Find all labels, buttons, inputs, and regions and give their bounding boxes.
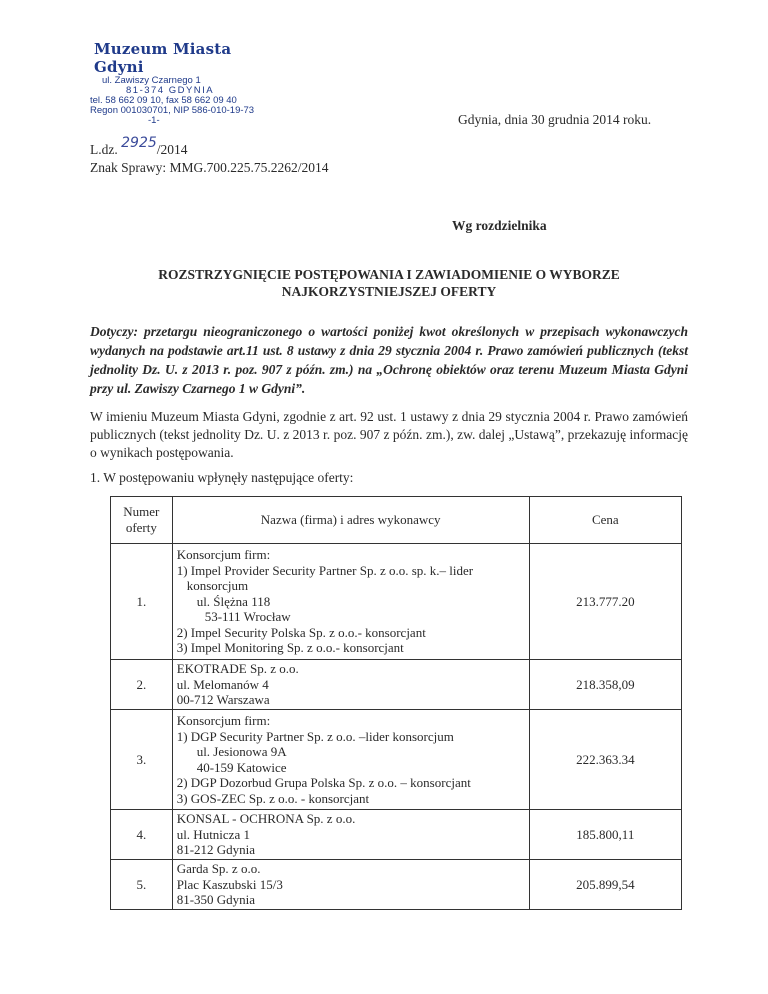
table-row: 5. Garda Sp. z o.o. Plac Kaszubski 15/3 81-350 Gdynia 205.899,54 (111, 860, 682, 910)
table-row: 2. EKOTRADE Sp. z o.o. ul. Melomanów 4 00-712 Warszawa 218.358,09 (111, 660, 682, 710)
table-row: 4. KONSAL - OCHRONA Sp. z o.o. ul. Hutnicza 1 81-212 Gdynia 185.800,11 (111, 810, 682, 860)
stamp-regon: Regon 001030701, NIP 586-010-19-73 (90, 105, 255, 116)
ldz-label: L.dz. (90, 142, 118, 157)
institution-stamp (90, 40, 270, 126)
stamp-page: -1- (148, 115, 160, 126)
ldz-year: /2014 (156, 142, 188, 157)
stamp-address: ul. Zawiszy Czarnego 1 (102, 75, 201, 86)
stamp-phone: tel. 58 662 09 10, fax 58 662 09 40 (90, 95, 237, 106)
table-row: 1. Konsorcjum firm: 1) Impel Provider Security Partner Sp. z o.o. sp. k.– lider konsorcjum ul. Ślężna 118 53-111 Wrocław 2) Impel Security Polska Sp. z o.o.- konsorcjant 3) Impel Monitoring Sp. z o.o.- konsorcjant 213.777.20 (111, 544, 682, 660)
point-1-heading: 1. W postępowaniu wpłynęły następujące oferty: (90, 470, 354, 485)
ldz-number (90, 135, 188, 158)
stamp-title: Muzeum Miasta Gdyni (94, 40, 232, 76)
col-number-header: Numer oferty (111, 497, 173, 544)
col-contractor-header: Nazwa (firma) i adres wykonawcy (172, 497, 529, 544)
stamp-postal: 81-374 GDYNIA (126, 85, 215, 96)
col-price-header: Cena (529, 497, 681, 544)
ldz-handwritten: 2925 (121, 135, 157, 151)
intro-paragraph: W imieniu Muzeum Miasta Gdyni, zgodnie z art. 92 ust. 1 ustawy z dnia 29 stycznia 2004 r. Prawo zamówień publicznych (tekst jednolity Dz. U. z 2013 r. poz. 907 z późn. zm.), zw. dalej „Ustawą”, przekazuję informację o wynikach postępowania. (90, 409, 688, 460)
case-reference: Znak Sprawy: MMG.700.225.75.2262/2014 (90, 160, 329, 175)
table-row: 3. Konsorcjum firm: 1) DGP Security Partner Sp. z o.o. –lider konsorcjum ul. Jesionowa 9A 40-159 Katowice 2) DGP Dozorbud Grupa Polska Sp. z o.o. – konsorcjant 3) GOS-ZEC Sp. z o.o. - konsorcjant 222.363.34 (111, 710, 682, 810)
recipient: Wg rozdzielnika (452, 218, 547, 233)
offers-table (110, 496, 682, 910)
subject-paragraph: Dotyczy: przetargu nieograniczonego o wartości poniżej kwot określonych w przepisach wykonawczych wydanych na podstawie art.11 ust. 8 ustawy z dnia 29 stycznia 2004 r. Prawo zamówień publicznych (tekst jednolity Dz. U. z 2013 r. poz. 907 z późn. zm.) na „Ochronę obiektów oraz terenu Muzeum Miasta Gdyni przy ul. Zawiszy Czarnego 1 w Gdyni”. (90, 324, 688, 396)
table-header-row (111, 497, 682, 544)
place-date: Gdynia, dnia 30 grudnia 2014 roku. (458, 112, 652, 127)
document-title: ROZSTRZYGNIĘCIE POSTĘPOWANIA I ZAWIADOMIENIE O WYBORZE NAJKORZYSTNIEJSZEJ OFERTY (158, 267, 620, 299)
